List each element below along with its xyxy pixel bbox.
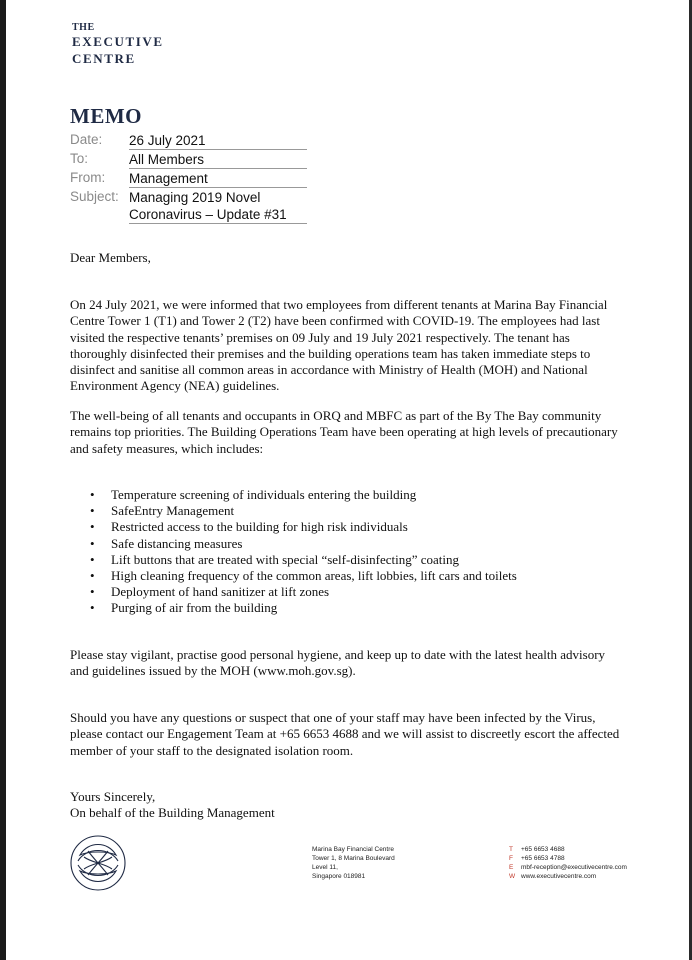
measures-list <box>90 487 517 617</box>
subject-line-2: Coronavirus – Update #31 <box>129 207 287 222</box>
contact-phone <box>509 845 627 854</box>
brand-line-1: EXECUTIVE <box>72 34 164 49</box>
to-label: To: <box>70 151 89 166</box>
paragraph-incident: On 24 July 2021, we were informed that two employees from different tenants at Marina Bay Financial Centre Tower 1 (T1) and Tower 2 (T2) have been confirmed with COVID-19. The employees had last visited the respective tenants’ premises on 09 July and 19 July 2021 respectively. The tenant has thoroughly disinfected their premises and the building operations team has taken immediate steps to disinfect and sanitise all common areas in accordance with Ministry of Health (MOH) and National Environment Agency (NEA) guidelines. <box>70 297 608 394</box>
list-item <box>90 536 517 552</box>
contact-email <box>509 863 627 872</box>
bullet-icon: • <box>90 519 95 535</box>
paragraph-contact: Should you have any questions or suspect that one of your staff may have been infected by the Virus, please contact our Engagement Team at +65 6653 4688 and we will assist to discreetly escort the affected member of your staff to the designated isolation room. <box>70 710 620 758</box>
contact-value: +65 6653 4788 <box>521 855 565 862</box>
from-label: From: <box>70 170 106 185</box>
subject-value <box>129 189 307 224</box>
bullet-icon: • <box>90 600 95 616</box>
subject-line-1: Managing 2019 Novel <box>129 190 261 205</box>
date-value: 26 July 2021 <box>129 132 307 150</box>
bullet-icon: • <box>90 551 95 567</box>
contact-key: E <box>509 864 514 871</box>
list-item <box>90 487 517 503</box>
paragraph-wellbeing: The well-being of all tenants and occupants in ORQ and MBFC as part of the By The Bay community remains top priorities. The Building Operations Team have been operating at high levels of precautionary and safety measures, which includes: <box>70 408 618 456</box>
address-line: Singapore 018981 <box>312 873 366 880</box>
list-item-text: Lift buttons that are treated with special “self-disinfecting” coating <box>111 551 459 567</box>
salutation: Dear Members, <box>70 250 151 265</box>
from-value: Management <box>129 170 307 188</box>
bullet-icon: • <box>90 584 95 600</box>
closing <box>70 789 625 822</box>
memo-title: MEMO <box>70 104 142 128</box>
list-item-text: Temperature screening of individuals entering the building <box>111 487 417 502</box>
to-value: All Members <box>129 151 307 169</box>
paragraph-vigilance: Please stay vigilant, practise good personal hygiene, and keep up to date with the latest health advisory and guidelines issued by the MOH (www.moh.gov.sg). <box>70 647 606 679</box>
list-item <box>90 600 517 616</box>
contact-value: +65 6653 4688 <box>521 846 565 853</box>
list-item <box>90 584 517 600</box>
list-item <box>90 519 517 535</box>
company-emblem-icon <box>68 833 128 893</box>
date-label: Date: <box>70 132 103 147</box>
bullet-icon: • <box>90 487 95 502</box>
contact-key: T <box>509 846 513 853</box>
address-line: Marina Bay Financial Centre <box>312 846 395 853</box>
list-item-text: Restricted access to the building for high risk individuals <box>111 519 408 535</box>
closing-line-2: On behalf of the Building Management <box>70 805 275 821</box>
subject-label: Subject: <box>70 189 119 204</box>
list-item <box>90 568 517 584</box>
list-item-text: Safe distancing measures <box>111 535 243 551</box>
closing-line-1: Yours Sincerely, <box>70 789 156 804</box>
bullet-icon: • <box>90 503 95 519</box>
contact-key: F <box>509 855 513 862</box>
left-edge-bar <box>0 0 6 960</box>
bullet-icon: • <box>90 535 95 551</box>
brand-line-2: CENTRE <box>72 51 136 66</box>
contact-value: mbf-reception@executivecentre.com <box>521 864 627 871</box>
footer-address <box>312 845 395 881</box>
bullet-icon: • <box>90 568 95 584</box>
list-item-text: Purging of air from the building <box>111 600 278 616</box>
list-item-text: SafeEntry Management <box>111 503 235 519</box>
footer-contacts <box>509 845 627 881</box>
list-item <box>90 503 517 519</box>
contact-fax <box>509 854 627 863</box>
address-line: Level 11, <box>312 864 338 871</box>
contact-value: www.executivecentre.com <box>521 873 597 880</box>
company-logo-text <box>72 22 164 67</box>
list-item-text: High cleaning frequency of the common areas, lift lobbies, lift cars and toilets <box>111 568 517 584</box>
contact-key: W <box>509 873 516 880</box>
contact-website <box>509 872 627 881</box>
list-item <box>90 552 517 568</box>
address-line: Tower 1, 8 Marina Boulevard <box>312 855 395 862</box>
list-item-text: Deployment of hand sanitizer at lift zones <box>111 584 330 600</box>
brand-the: THE <box>72 22 95 33</box>
